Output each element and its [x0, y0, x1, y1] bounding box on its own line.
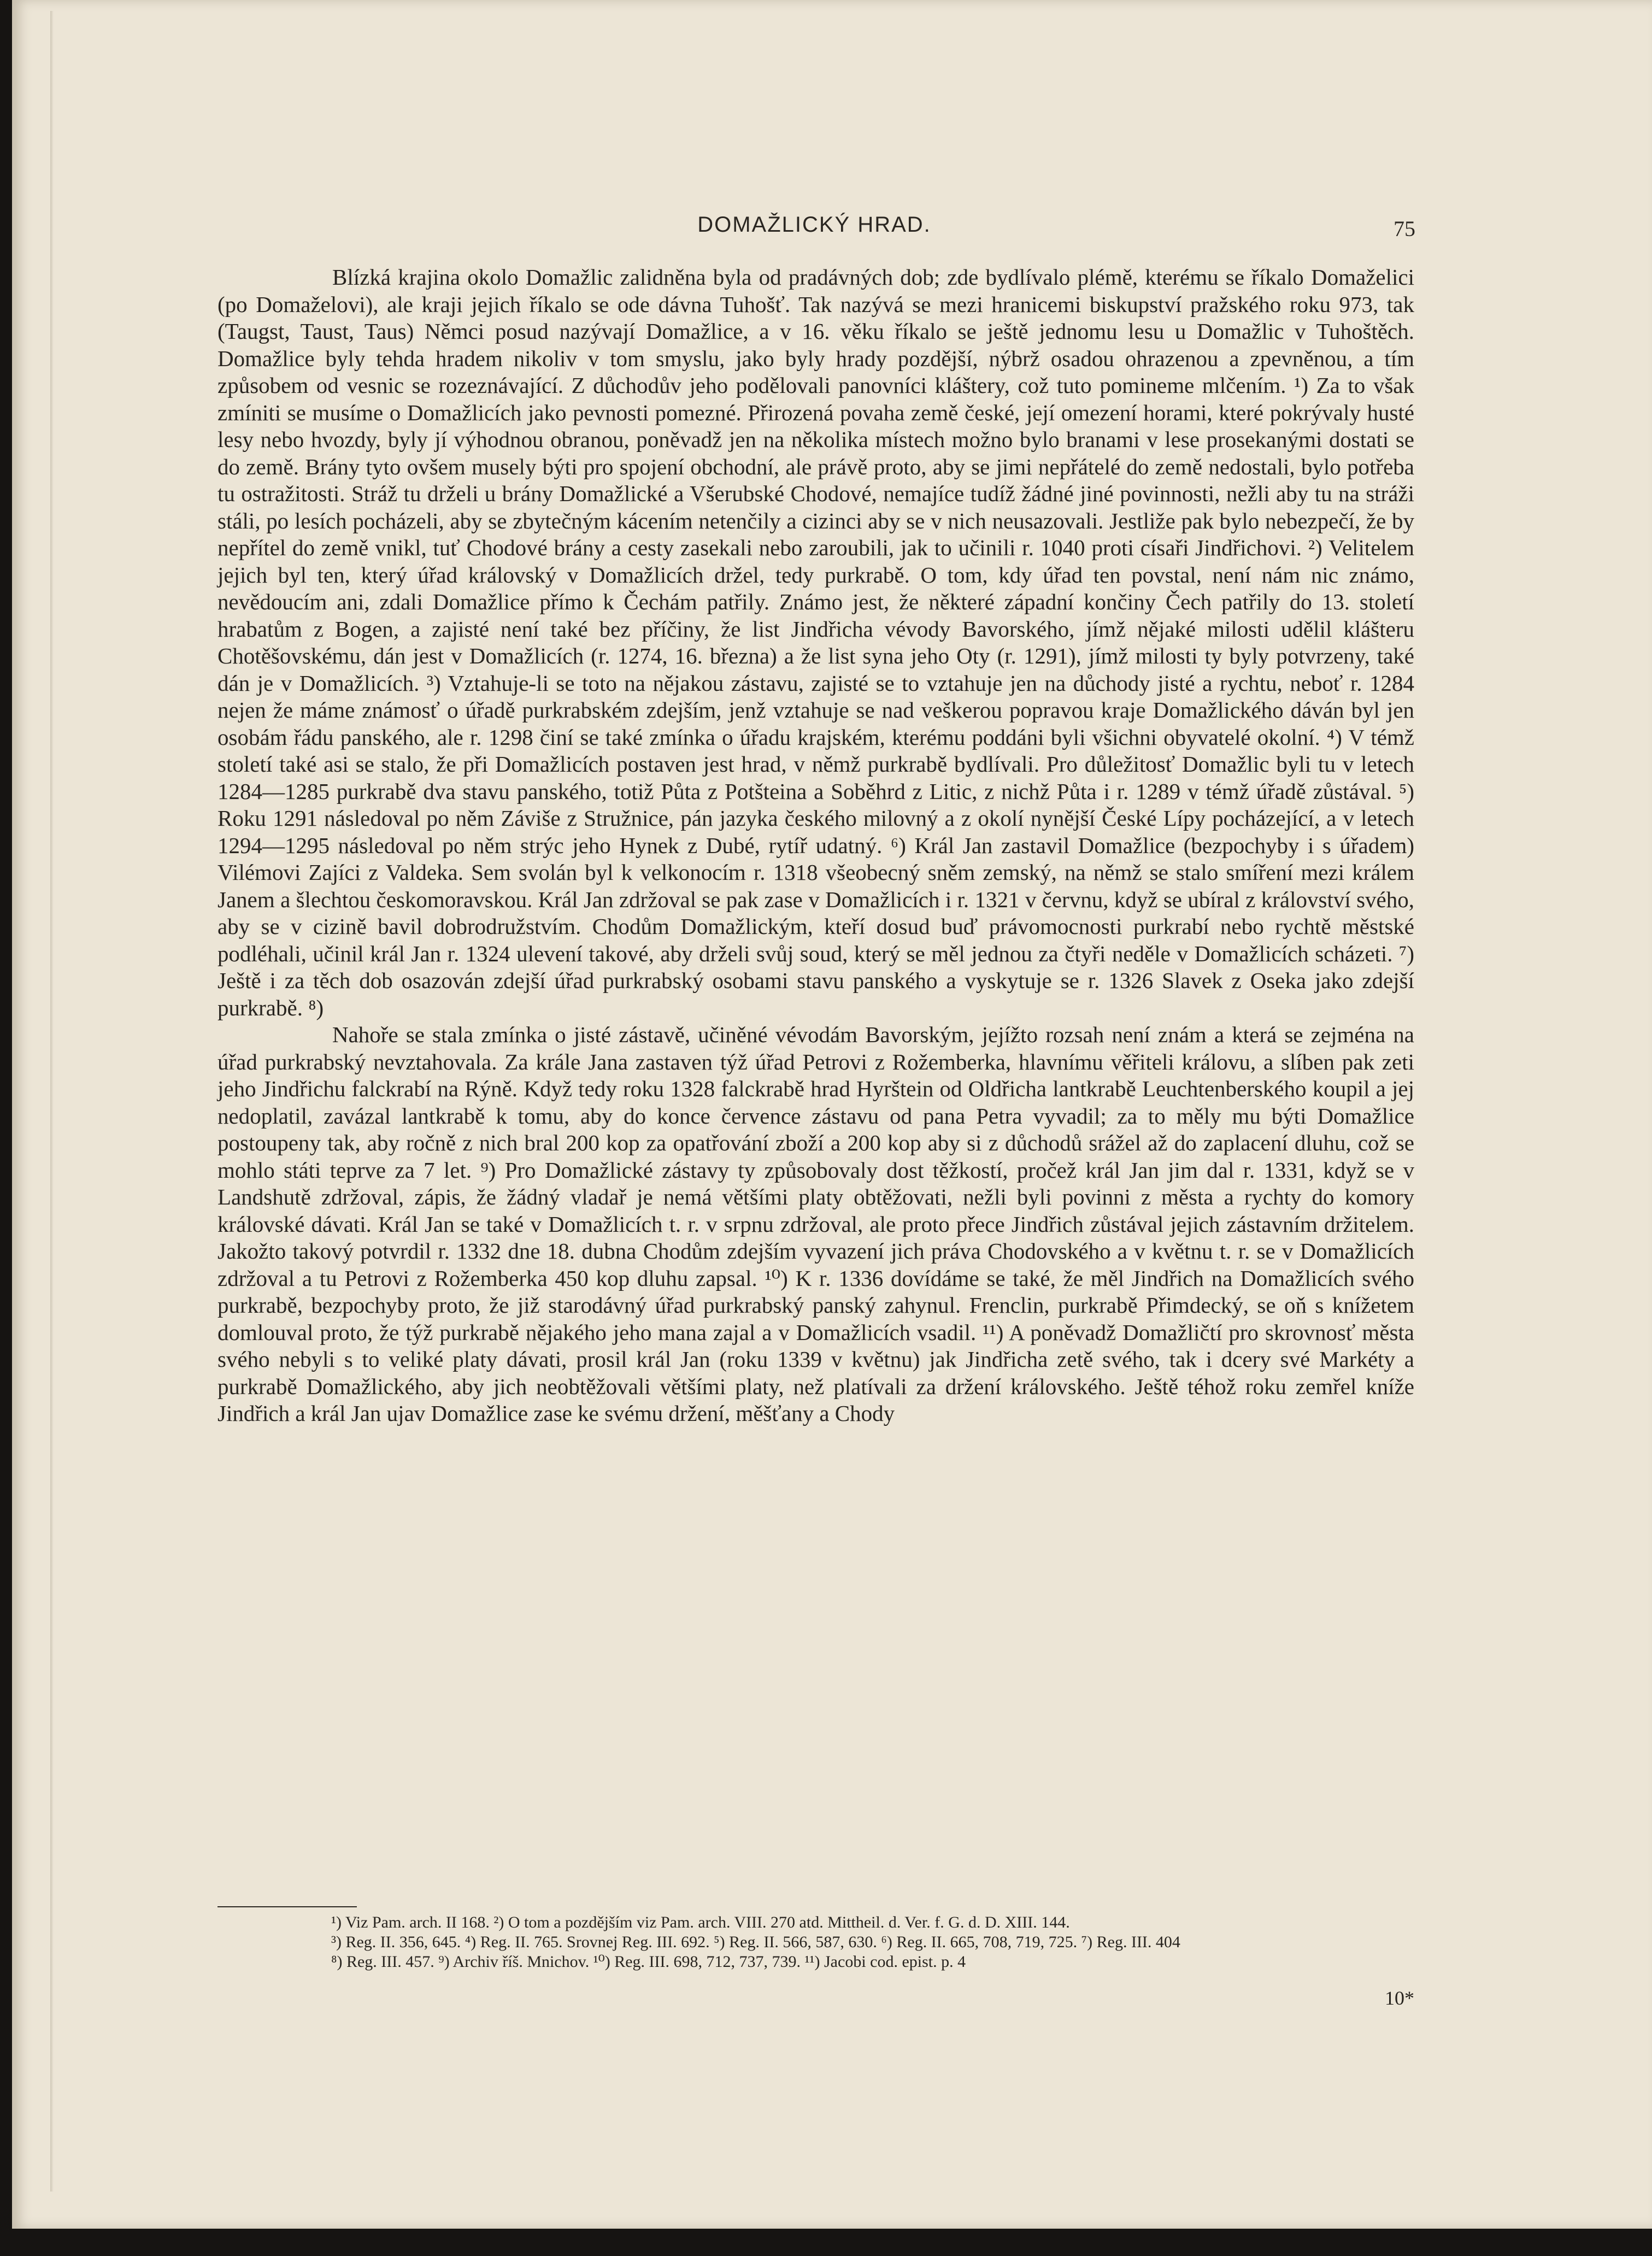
- body-text: [217, 264, 1414, 1427]
- page-fold-shadow: [50, 11, 54, 2192]
- paragraph: Nahoře se stala zmínka o jisté zástavě, učiněné vévodám Bavorským, jejížto rozsah není znám a která se zejména na úřad purkrabský nevztahovala. Za krále Jana zastaven týž úřad Petrovi z Rožemberka, hlavnímu věřiteli královu, a slíben pak zeti jeho Jindřichu falckrabí na Rýně. Když tedy roku 1328 falckrabě hrad Hyrštein od Oldřicha lantkrabě Leuchtenberského koupil a jej nedoplatil, zavázal lantkrabě k tomu, aby do konce července zástavu od pana Petra vyvadil; za to měly mu býti Domažlice postoupeny tak, aby ročně z nich bral 200 kop za opatřování zboží a 200 kop aby si z důchodů srážel až do zaplacení dluhu, což se mohlo státi teprve za 7 let. ⁹) Pro Domažlické zástavy ty způsobovaly dost těžkostí, pročež král Jan jim dal r. 1331, když se v Landshutě zdržoval, zápis, že žádný vladař je nemá většími platy obtěžovati, nežli byli povinni z města a rychty do komory královské dávati. Král Jan se také v Domažlicích t. r. v srpnu zdržoval, ale proto přece Jindřich zůstával jejich zástavním držitelem. Jakožto takový potvrdil r. 1332 dne 18. dubna Chodům zdejším vyvazení jich práva Chodovského a v květnu t. r. se v Domažlicích zdržoval a tu Petrovi z Rožemberka 450 kop dluhu zapsal. ¹⁰) K r. 1336 dovídáme se také, že měl Jindřich na Domažlicích svého purkrabě, bezpochyby proto, že již starodávný úřad purkrabský panský zahynul. Frenclin, purkrabě Přimdecký, se oň s knížetem domlouval proto, že týž purkrabě nějakého jeho mana zajal a v Domažlicích vsadil. ¹¹) A poněvadž Domažličtí pro skrovnosť města svého nebyli s to veliké platy dávati, prosil král Jan (roku 1339 v květnu) jak Jindřicha zetě svého, tak i dcery své Markéty a purkrabě Domažlického, aby jich neobtěžovali většími platy, než platívali za držení královského. Ještě téhož roku zemřel kníže Jindřich a král Jan ujav Domažlice zase ke svému držení, měšťany a Chody: [217, 1022, 1414, 1426]
- footnote-line: ⁸) Reg. III. 457. ⁹) Archiv říš. Mnichov. ¹⁰) Reg. III. 698, 712, 737, 739. ¹¹) Jacobi cod. epist. p. 4: [331, 1953, 966, 1971]
- sheet-signature-mark: 10*: [1385, 1987, 1414, 2009]
- footnotes: [217, 1913, 1414, 1972]
- footnote-line: ¹) Viz Pam. arch. II 168. ²) O tom a pozdějším viz Pam. arch. VIII. 270 atd. Mittheil. d. Ver. f. G. d. D. XIII. 144.: [331, 1913, 1070, 1931]
- page-number: 75: [1394, 216, 1415, 241]
- footnote-rule: [217, 1906, 357, 1907]
- running-title: DOMAŽLICKÝ HRAD.: [697, 213, 931, 237]
- page-header: [213, 209, 1415, 248]
- paragraph: Blízká krajina okolo Domažlic zalidněna byla od pradávných dob; zde bydlívalo plémě, kterému se říkalo Domaželici (po Domaželovi), ale kraji jejich říkalo se ode dávna Tuhošť. Tak nazývá se mezi hranicemi biskupství pražského roku 973, tak (Taugst, Taust, Taus) Němci posud nazývají Domažlice, a v 16. věku říkalo se ještě jednomu lesu u Domažlic v Tuhoštěch. Domažlice byly tehda hradem nikoliv v tom smyslu, jako byly hrady pozdější, nýbrž osadou ohrazenou a zpevněnou, a tím způsobem od vesnic se rozeznávající. Z důchodův jeho podělovali panovníci kláštery, což tuto pomineme mlčením. ¹) Za to však zmíniti se musíme o Domažlicích jako pevnosti pomezné. Přirozená povaha země české, její omezení horami, které pokrývaly husté lesy nebo hvozdy, byly jí výhodnou obranou, poněvadž jen na několika místech možno bylo branami v lese prosekanými dostati se do země. Brány tyto ovšem musely býti pro spojení obchodní, ale právě proto, aby se jimi nepřátelé do země nedostali, bylo potřeba tu ostražitosti. Stráž tu drželi u brány Domažlické a Všerubské Chodové, nemajíce tudíž žádné jiné povinnosti, nežli aby tu na stráži stáli, po lesích pocházeli, aby se zbytečným kácením netenčily a cizinci aby se v nich neusazovali. Jestliže pak bylo nebezpečí, že by nepřítel do země vnikl, tuť Chodové brány a cesty zasekali nebo zaroubili, jak to učinili r. 1040 proti císaři Jindřichovi. ²) Velitelem jejich byl ten, který úřad královský v Domažlicích držel, tedy purkrabě. O tom, kdy úřad ten povstal, není nám nic známo, nevědoucím ani, zdali Domažlice přímo k Čechám patřily. Známo jest, že některé západní končiny Čech patřily do 13. století hrabatům z Bogen, a zajisté není také bez příčiny, že list Jindřicha vévody Bavorského, jímž nějaké milosti udělil klášteru Chotěšovskému, dán jest v Domažlicích (r. 1274, 16. března) a že list syna jeho Oty (r. 1291), jímž milosti ty byly potvrzeny, také dán je v Domažlicích. ³) Vztahuje-li se toto na nějakou zástavu, zajisté se to vztahuje jen na důchody jisté a rychtu, neboť r. 1284 nejen že máme známosť o úřadě purkrabském zdejším, jenž vztahuje se nad veškerou popravou kraje Domažlického dáván byl jen osobám řádu panského, ale r. 1298 činí se také zmínka o úřadu krajském, kterému poddáni byli všichni obyvatelé okolní. ⁴) V témž století také asi se stalo, že při Domažlicích postaven jest hrad, v němž purkrabě bydlívali. Pro důležitosť Domažlic byli tu v letech 1284—1285 purkrabě dva stavu panského, totiž Půta z Potšteina a Soběhrd z Litic, z nichž Půta i r. 1289 v témž úřadě zůstával. ⁵) Roku 1291 následoval po něm Záviše z Stružnice, pán jazyka českého milovný a z okolí nynější České Lípy pocházející, a v letech 1294—1295 následoval po něm strýc jeho Hynek z Dubé, rytíř udatný. ⁶) Král Jan zastavil Domažlice (bezpochyby i s úřadem) Vilémovi Zajíci z Valdeka. Sem svolán byl k velkonocím r. 1318 všeobecný sněm zemský, na němž se stalo smíření mezi králem Janem a šlechtou českomoravskou. Král Jan zdržoval se pak zase v Domažlicích i r. 1321 v červnu, když se ubíral z království svého, aby se v cizině bavil dobrodružstvím. Chodům Domažlickým, kteří dosud buď právomocnosti purkrabí nebo rychtě městské podléhali, učinil král Jan r. 1324 ulevení takové, aby drželi svůj soud, který se měl jednou za čtyři neděle v Domažlicích scházeti. ⁷) Ještě i za těch dob osazován zdejší úřad purkrabský osobami stavu panského a vyskytuje se r. 1326 Slavek z Oseka jako zdejší purkrabě. ⁸): [217, 265, 1414, 1020]
- footnote-line: ³) Reg. II. 356, 645. ⁴) Reg. II. 765. Srovnej Reg. III. 692. ⁵) Reg. II. 566, 587, 630. ⁶) Reg. II. 665, 708, 719, 725. ⁷) Reg. III. 404: [331, 1933, 1180, 1951]
